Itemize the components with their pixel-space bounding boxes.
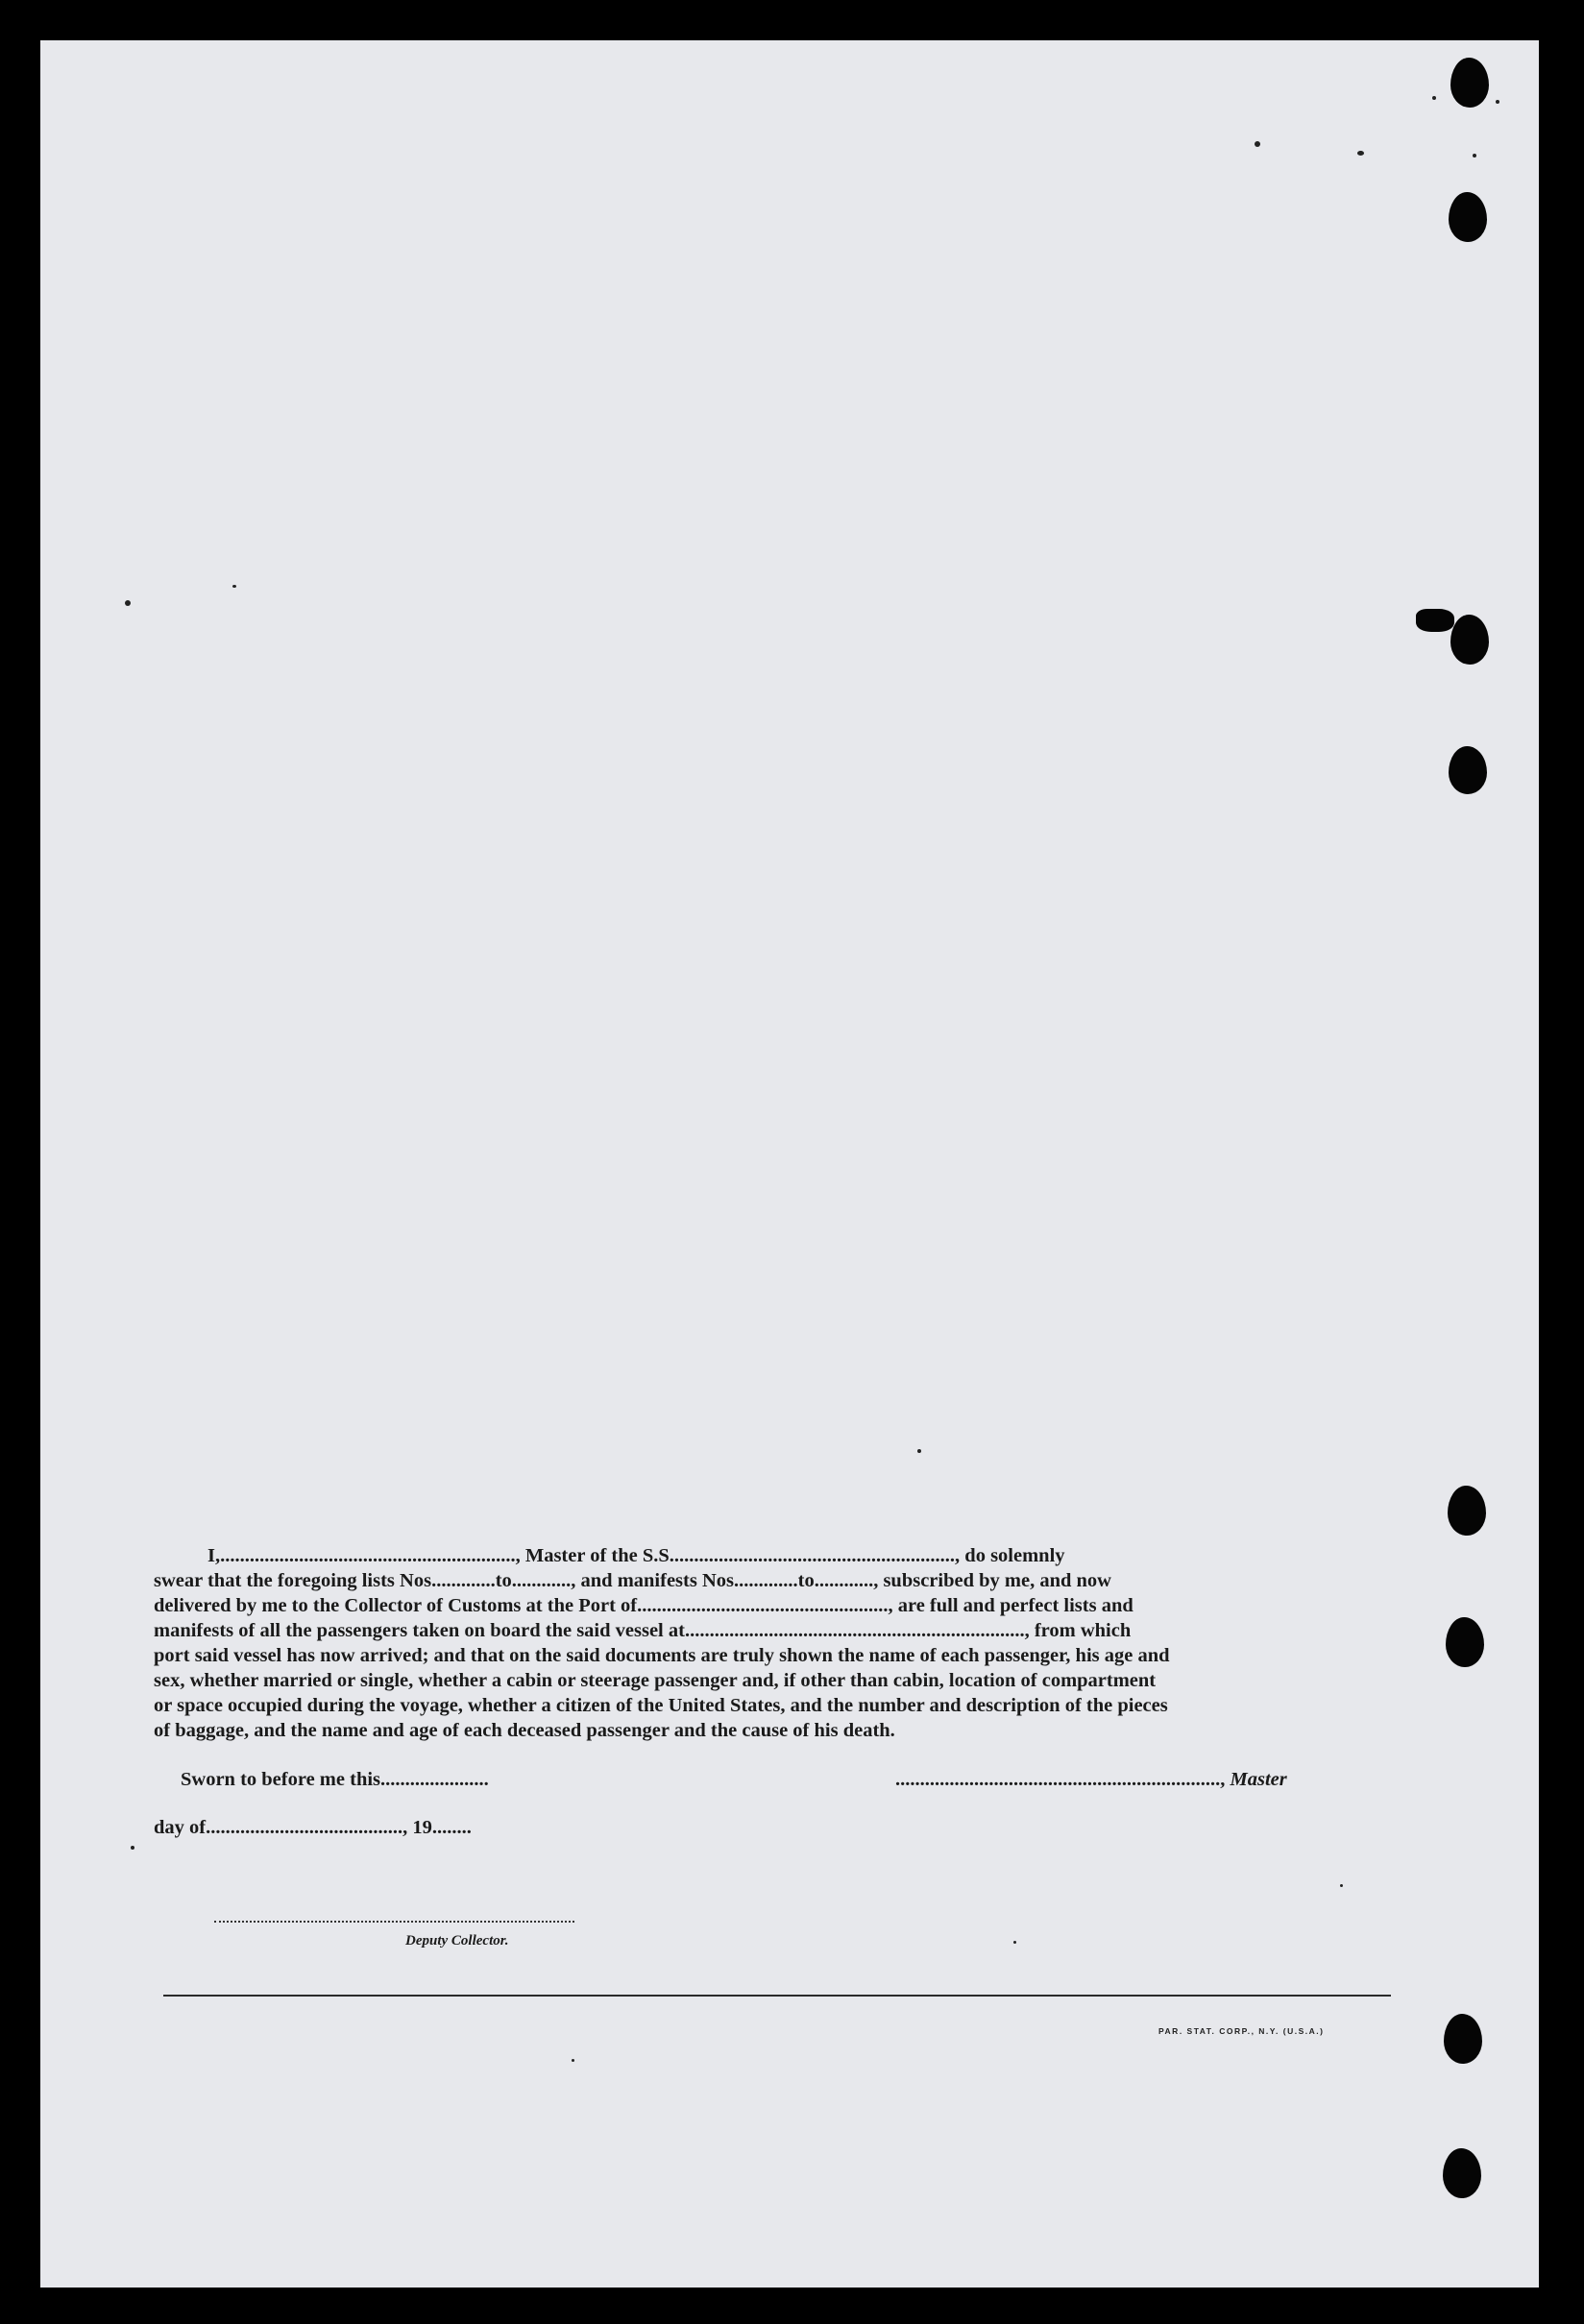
deputy-collector-label: Deputy Collector.	[405, 1933, 509, 1949]
oath-line-5: port said vessel has now arrived; and that on the said documents are truly shown the name of each passenger, his age and	[154, 1645, 1170, 1666]
punch-hole-3-tab	[1416, 609, 1454, 632]
speck	[125, 600, 131, 606]
speck	[1340, 1884, 1343, 1887]
speck	[1013, 1941, 1016, 1944]
speck	[1255, 141, 1260, 147]
speck	[1357, 151, 1364, 156]
speck	[232, 585, 236, 588]
punch-hole-6	[1446, 1617, 1484, 1667]
sworn-before-line: Sworn to before me this......................	[181, 1769, 489, 1790]
master-signature-line	[895, 1769, 1287, 1791]
punch-hole-8	[1443, 2148, 1481, 2198]
speck	[131, 1846, 134, 1850]
punch-hole-7	[1444, 2014, 1482, 2064]
footer-rule	[163, 1995, 1391, 1997]
oath-line-4: manifests of all the passengers taken on board the said vessel at....................................................................., from which	[154, 1620, 1132, 1641]
oath-line-1: I,............................................................, Master of the S.S.........................................................., do solemnly	[207, 1545, 1065, 1566]
punch-hole-1	[1450, 58, 1489, 108]
oath-line-6: sex, whether married or single, whether a cabin or steerage passenger and, if other than cabin, location of compartment	[154, 1670, 1157, 1691]
printer-imprint: PAR. STAT. CORP., N.Y. (U.S.A.)	[1158, 2026, 1325, 2036]
oath-line-7: or space occupied during the voyage, whether a citizen of the United States, and the number and description of the pieces	[154, 1695, 1168, 1716]
punch-hole-3	[1450, 615, 1489, 665]
speck	[917, 1449, 921, 1453]
master-oath-paragraph	[154, 1543, 1399, 1743]
speck	[1496, 100, 1499, 104]
deputy-collector-signature-line	[214, 1921, 574, 1923]
day-of-line: day of........................................, 19........	[154, 1817, 472, 1838]
oath-line-8: of baggage, and the name and age of each deceased passenger and the cause of his death.	[154, 1720, 895, 1741]
punch-hole-4	[1449, 746, 1487, 794]
master-label: Master	[1230, 1769, 1287, 1790]
speck	[1473, 154, 1476, 157]
punch-hole-5	[1448, 1486, 1486, 1536]
master-signature-dots: ..................................................................,	[895, 1769, 1231, 1790]
document-page	[40, 40, 1539, 2288]
punch-hole-2	[1449, 192, 1487, 242]
oath-line-3: delivered by me to the Collector of Customs at the Port of..................................................., are full and perfect lists and	[154, 1595, 1133, 1616]
speck	[1432, 96, 1436, 100]
speck	[572, 2059, 574, 2062]
oath-line-2: swear that the foregoing lists Nos.............to............, and manifests Nos.............to............, subscribed by me, and now	[154, 1570, 1111, 1591]
